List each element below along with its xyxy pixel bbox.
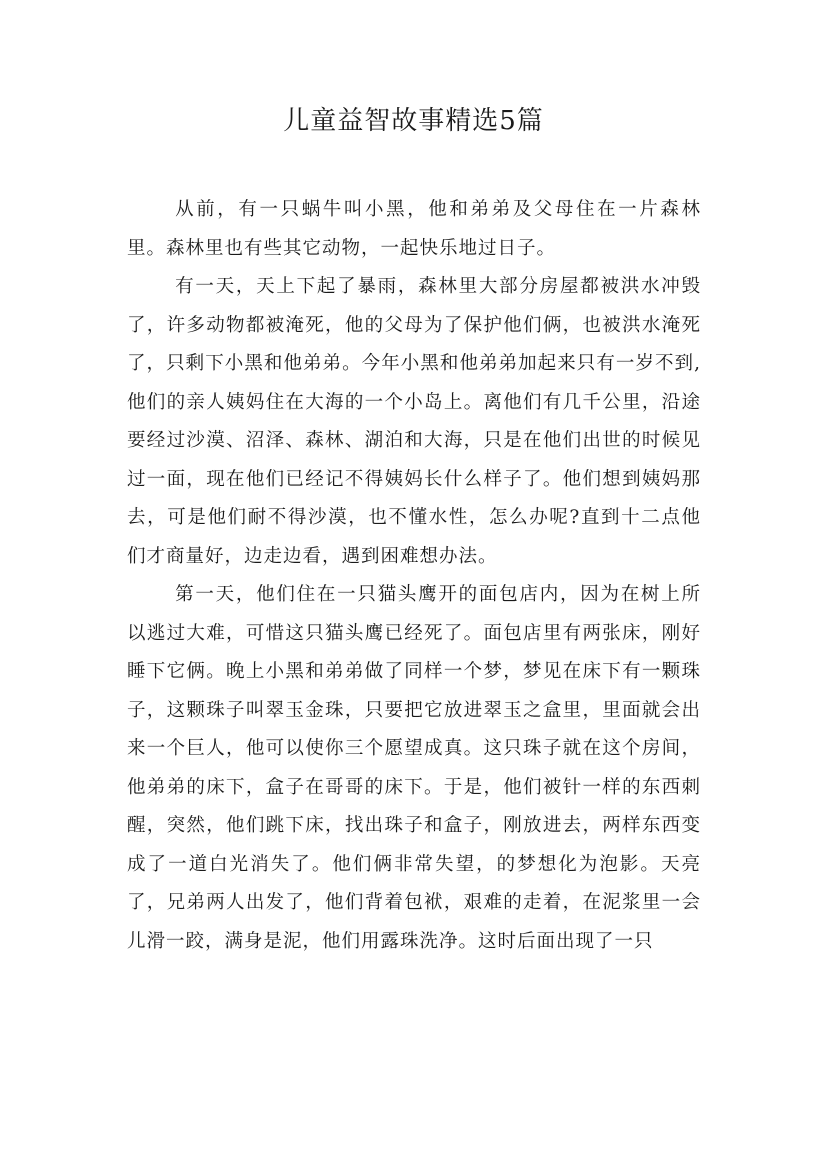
document-title: 儿童益智故事精选5篇 (283, 106, 544, 136)
document-body (127, 191, 701, 961)
paragraph-3: 第一天，他们住在一只猫头鹰开的面包店内，因为在树上所以逃过大难，可惜这只猫头鹰已经死了。面包店里有两张床，刚好睡下它俩。晚上小黑和弟弟做了同样一个梦，梦见在床下有一颗珠子，这颗珠子叫翠玉金珠，只要把它放进翠玉之盒里，里面就会出来一个巨人，他可以使你三个愿望成真。这只珠子就在这个房间，他弟弟的床下，盒子在哥哥的床下。于是，他们被针一样的东西刺醒，突然，他们跳下床，找出珠子和盒子，刚放进去，两样东西变成了一道白光消失了。他们俩非常失望，的梦想化为泡影。天亮了，兄弟两人出发了，他们背着包袱，艰难的走着，在泥浆里一会儿滑一跤，满身是泥，他们用露珠洗净。这时后面出现了一只 (127, 584, 701, 952)
paragraph-1: 从前，有一只蜗牛叫小黑，他和弟弟及父母住在一片森林里。森林里也有些其它动物，一起快乐地过日子。 (127, 199, 701, 259)
paragraph-2: 有一天，天上下起了暴雨，森林里大部分房屋都被洪水冲毁了，许多动物都被淹死，他的父母为了保护他们俩，也被洪水淹死了，只剩下小黑和他弟弟。今年小黑和他弟弟加起来只有一岁不到,他们的亲人姨妈住在大海的一个小岛上。离他们有几千公里，沿途要经过沙漠、沼泽、森林、湖泊和大海，只是在他们出世的时候见过一面，现在他们已经记不得姨妈长什么样子了。他们想到姨妈那去，可是他们耐不得沙漠，也不懂水性，怎么办呢?直到十二点他们才商量好，边走边看，遇到困难想办法。 (127, 276, 701, 567)
